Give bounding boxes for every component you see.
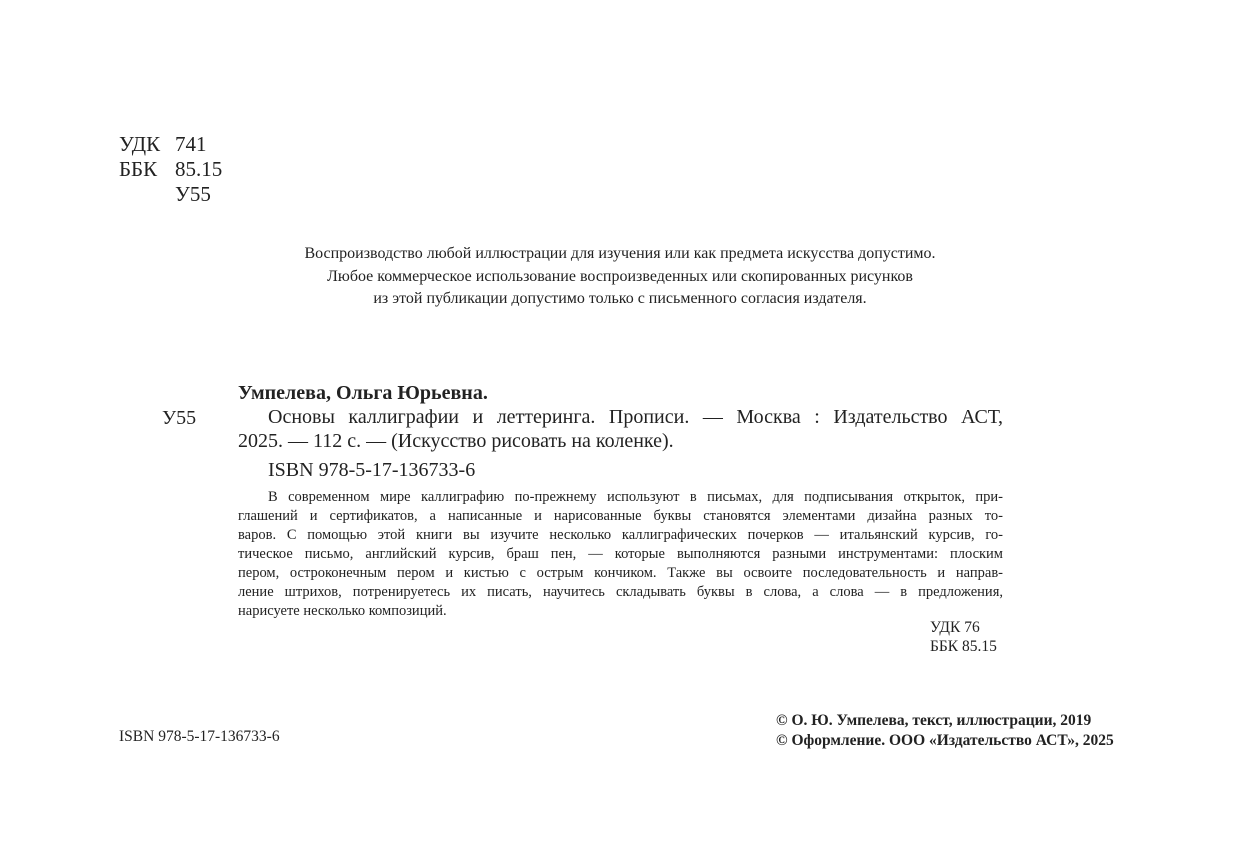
notice-line: Любое коммерческое использование воспроизведенных или скопированных рисунков — [327, 267, 913, 285]
annotation-line: нарисуете несколько композиций. — [238, 603, 447, 619]
entry-author: Умпелева, Ольга Юрьевна. — [238, 382, 488, 404]
entry-isbn: ISBN 978-5-17-136733-6 — [268, 459, 476, 481]
copyright-design: © Оформление. ООО «Издательство АСТ», 2025 — [776, 732, 1114, 749]
notice-line: Воспроизводство любой иллюстрации для изучения или как предмета искусства допустимо. — [304, 245, 936, 262]
annotation-line: пером, остроконечным пером и кистью с острым кончиком. Также вы освоите последовательность и направ- — [238, 565, 1003, 581]
copyright-block — [776, 711, 1114, 751]
footer-isbn: ISBN 978-5-17-136733-6 — [119, 728, 280, 745]
bbk-value: 85.15 — [175, 157, 223, 181]
bbk-top — [119, 157, 222, 181]
udk-bottom: УДК 76 — [930, 619, 980, 636]
udk-value: 741 — [175, 132, 207, 156]
description-line: Основы каллиграфии и леттеринга. Прописи. — Москва : Издательство АСТ, — [268, 406, 1003, 428]
annotation-line: варов. С помощью этой книги вы изучите несколько каллиграфических почерков — итальянский курсив, го- — [238, 527, 1003, 543]
notice-line: из этой публикации допустимо только с письменного согласия издателя. — [373, 290, 867, 307]
description-line: 2025. — 112 с. — (Искусство рисовать на коленке). — [238, 430, 674, 452]
entry-author-mark: У55 — [162, 407, 197, 429]
entry-description — [238, 405, 1003, 453]
bbk-bottom: ББК 85.15 — [930, 638, 997, 655]
classification-bottom — [930, 618, 997, 656]
annotation-line: глашений и сертификатов, а написанные и нарисованные буквы становятся элементами дизайна разных то- — [238, 508, 1003, 524]
annotation-line: ление штрихов, потренируетесь их писать, научитесь складывать буквы в слова, а слова — в предложения, — [238, 584, 1003, 600]
author-mark-top: У55 — [175, 182, 211, 206]
annotation-line: тическое письмо, английский курсив, браш пен, — которые выполняются разными инструментами: плоским — [238, 546, 1003, 562]
annotation — [238, 488, 1003, 621]
copyright-notice — [150, 243, 1090, 311]
udk-top — [119, 132, 207, 156]
annotation-line: В современном мире каллиграфию по-прежнему используют в письмах, для подписывания открыток, при- — [268, 489, 1003, 505]
bbk-label: ББК — [119, 157, 158, 181]
udk-label: УДК — [119, 132, 161, 156]
copyright-text: © О. Ю. Умпелева, текст, иллюстрации, 2019 — [776, 712, 1092, 729]
